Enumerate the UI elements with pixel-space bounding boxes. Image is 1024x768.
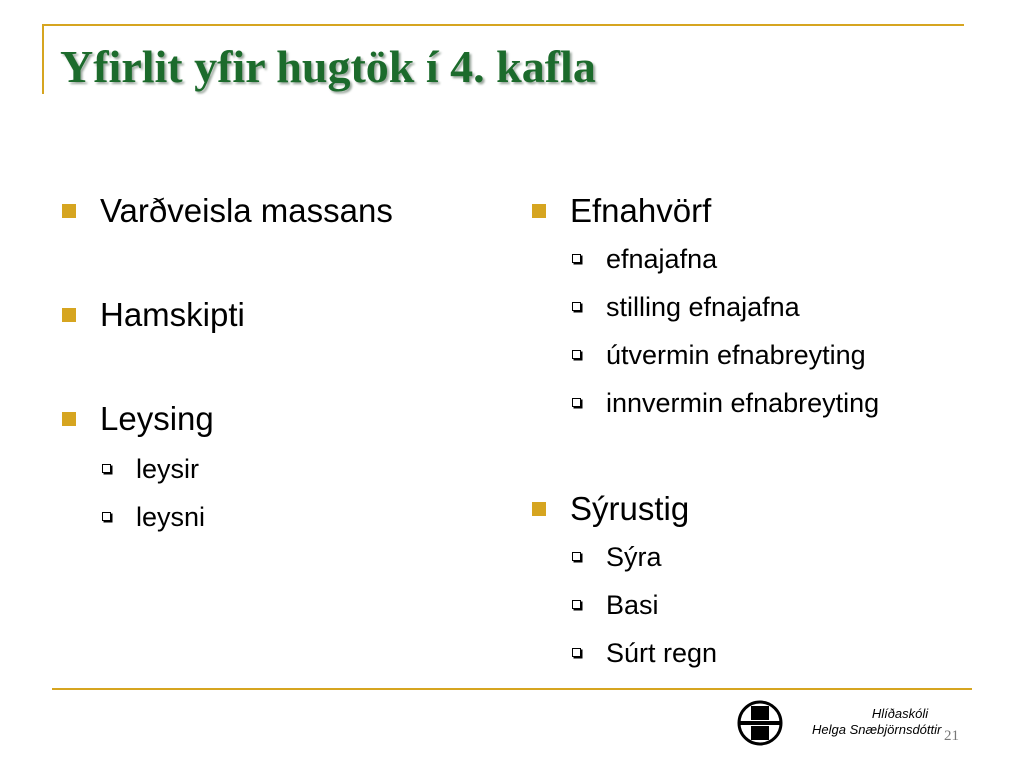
square-bullet-icon — [532, 502, 546, 516]
bullet-text: Sýrustig — [570, 490, 690, 527]
hollow-square-bullet-icon — [102, 464, 111, 473]
sub-bullet-item — [572, 380, 1002, 428]
bullet-text: Varðveisla massans — [100, 192, 393, 229]
sub-bullet-text: innvermin efnabreyting — [606, 388, 880, 418]
left-column — [62, 190, 492, 602]
hollow-square-bullet-icon — [572, 350, 581, 359]
hollow-square-bullet-icon — [572, 552, 581, 561]
square-bullet-icon — [62, 204, 76, 218]
hollow-square-bullet-icon — [572, 600, 581, 609]
square-bullet-icon — [62, 308, 76, 322]
sub-bullet-item — [572, 534, 1002, 582]
page-number: 21 — [944, 728, 959, 744]
bullet-item — [532, 488, 1002, 530]
hollow-square-bullet-icon — [572, 398, 581, 407]
bullet-item — [62, 190, 492, 232]
frame-top-line — [42, 24, 964, 26]
sub-bullet-text: leysni — [136, 502, 206, 532]
sub-bullet-item — [572, 582, 1002, 630]
sub-bullet-item — [572, 332, 1002, 380]
sub-bullet-item — [102, 494, 492, 542]
sub-bullet-text: útvermin efnabreyting — [606, 340, 866, 370]
sub-bullet-text: leysir — [136, 454, 200, 484]
bullet-item — [62, 294, 492, 336]
sub-bullet-text: efnajafna — [606, 244, 718, 274]
bullet-text: Hamskipti — [100, 296, 245, 333]
hollow-square-bullet-icon — [572, 254, 581, 263]
school-crest-icon — [737, 700, 783, 746]
footer-divider — [52, 688, 972, 690]
right-column — [532, 190, 1002, 738]
hollow-square-bullet-icon — [572, 648, 581, 657]
square-bullet-icon — [62, 412, 76, 426]
sub-bullet-item — [102, 446, 492, 494]
slide-title: Yfirlit yfir hugtök í 4. kafla — [60, 41, 596, 92]
hollow-square-bullet-icon — [572, 302, 581, 311]
bullet-text: Leysing — [100, 400, 214, 437]
sub-bullet-list — [572, 534, 1002, 678]
sub-bullet-item — [572, 630, 1002, 678]
bullet-item — [532, 190, 1002, 232]
hollow-square-bullet-icon — [102, 512, 111, 521]
sub-bullet-item — [572, 284, 1002, 332]
sub-bullet-list — [572, 236, 1002, 428]
sub-bullet-text: stilling efnajafna — [606, 292, 800, 322]
sub-bullet-text: Sýra — [606, 542, 662, 572]
sub-bullet-text: Súrt regn — [606, 638, 718, 668]
bullet-text: Efnahvörf — [570, 192, 712, 229]
sub-bullet-list — [102, 446, 492, 542]
footer-school-name: Hlíðaskóli — [871, 706, 929, 721]
sub-bullet-item — [572, 236, 1002, 284]
sub-bullet-text: Basi — [606, 590, 659, 620]
frame-left-line — [42, 24, 44, 94]
square-bullet-icon — [532, 204, 546, 218]
bullet-item — [62, 398, 492, 440]
footer-author-name: Helga Snæbjörnsdóttir — [812, 722, 942, 737]
